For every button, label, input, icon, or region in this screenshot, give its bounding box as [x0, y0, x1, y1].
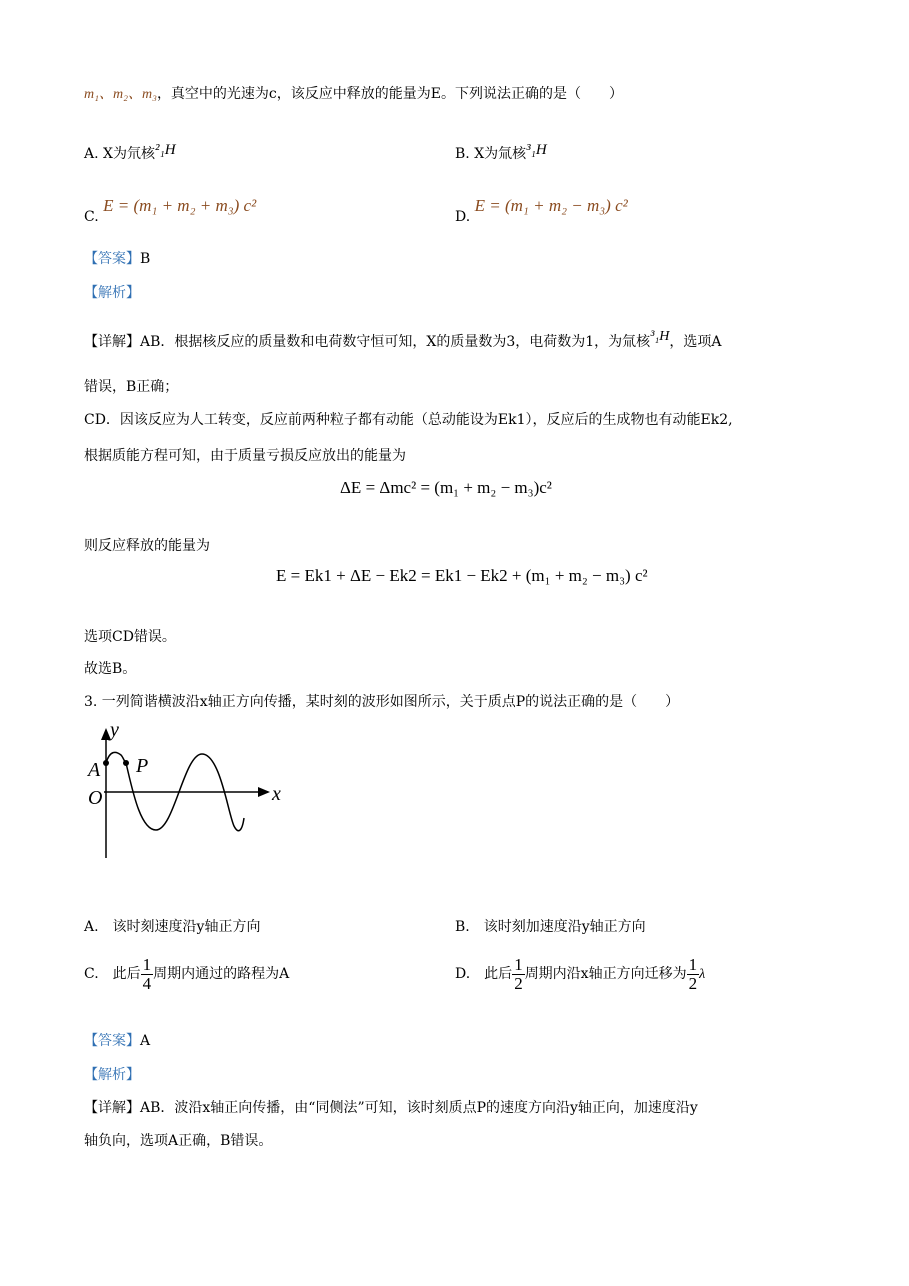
q2-equation-delta-e: ΔE = Δmc² = (m₁ + m₂ − m₃)c²	[340, 478, 552, 497]
q3-answer	[84, 1031, 150, 1051]
q2-option-d	[455, 196, 628, 227]
fraction-denominator: 2	[688, 973, 698, 993]
q2-option-b	[455, 140, 547, 164]
x-axis-label: x	[272, 783, 281, 805]
q3-option-a: A. 该时刻速度沿y轴正方向	[84, 919, 261, 935]
q3-option-d-mid: 周期内沿x轴正方向迁移为	[524, 966, 687, 982]
q2-answer	[84, 249, 150, 269]
lambda-symbol: λ	[699, 967, 706, 982]
q2-detail-line-5: 则反应释放的能量为	[84, 538, 210, 554]
q3-option-c	[84, 950, 289, 998]
answer-tag: 【答案】	[84, 251, 140, 267]
q3-detail-line-2: 轴负向，选项A正确，B错误。	[84, 1133, 273, 1149]
analysis-tag: 【解析】	[84, 285, 140, 301]
q2-detail-line-1	[84, 327, 722, 352]
q2-option-d-equation: E = (m₁ + m₂ − m₃) c²	[474, 196, 628, 215]
q2-option-b-nuclide: ³₁H	[526, 142, 547, 158]
q2-option-c-equation: E = (m₁ + m₂ + m₃) c²	[103, 196, 257, 215]
q3-detail-line-1: 【详解】AB．波沿x轴正向传播，由“同侧法”可知，该时刻质点P的速度方向沿y轴正向，加速度沿y	[84, 1100, 698, 1116]
q2-option-c-label: C.	[84, 209, 99, 225]
q2-option-b-text: B. X为氚核	[455, 146, 527, 162]
q2-detail-line-6: 选项CD错误。	[84, 629, 176, 645]
q2-option-a	[84, 140, 176, 164]
amplitude-label: A	[88, 759, 101, 781]
q3-option-c-post: 周期内通过的路程为A	[153, 966, 290, 982]
y-axis-label: y	[110, 719, 119, 741]
q2-detail-line-2: 错误，B正确；	[84, 379, 179, 395]
analysis-tag: 【解析】	[84, 1067, 140, 1083]
q3-option-d-fraction-2	[687, 956, 700, 993]
q2-detail-line-3: CD．因该反应为人工转变，反应前两种粒子都有动能（总动能设为Ek1），反应后的生成物也有动能Ek2,	[84, 412, 733, 428]
x-axis-arrow-icon	[258, 787, 270, 797]
q2-equation-e: E = Ek1 + ΔE − Ek2 = Ek1 − Ek2 + (m₁ + m₂ − m₃) c²	[276, 566, 648, 585]
q3-option-d	[455, 950, 705, 999]
answer-tag: 【答案】	[84, 1033, 140, 1049]
q2-option-a-text: A. X为氘核	[84, 146, 155, 162]
fraction-denominator: 2	[514, 973, 523, 993]
q2-stem-masses: m₁、m₂、m₃	[84, 87, 157, 102]
q3-option-d-fraction	[512, 956, 525, 993]
point-a	[103, 760, 109, 766]
q3-option-b: B. 该时刻加速度沿y轴正方向	[455, 919, 646, 935]
q2-option-a-nuclide: ²₁H	[154, 142, 176, 158]
answer-value: A	[140, 1033, 151, 1049]
q2-detail-line-7: 故选B。	[84, 661, 137, 677]
fraction-numerator: 1	[142, 954, 152, 974]
q2-option-c	[84, 196, 256, 227]
q3-option-c-fraction	[141, 956, 154, 993]
q2-detail-1-text: 【详解】AB．根据核反应的质量数和电荷数守恒可知，X的质量数为3，电荷数为1，为氚核	[84, 334, 651, 350]
point-p	[123, 760, 129, 766]
origin-label: O	[88, 787, 103, 809]
q2-detail-nuclide: ³₁H	[650, 329, 670, 344]
q3-option-d-pre: D. 此后	[455, 966, 513, 982]
q3-option-c-pre: C. 此后	[84, 966, 141, 982]
wave-figure	[84, 718, 294, 864]
fraction-numerator: 1	[514, 954, 523, 974]
q3-stem: 3. 一列简谐横波沿x轴正方向传播，某时刻的波形如图所示，关于质点P的说法正确的是（ ）	[84, 694, 680, 710]
point-p-label: P	[136, 755, 149, 777]
answer-value: B	[140, 251, 151, 267]
q2-stem	[84, 84, 623, 105]
q2-detail-1-tail: ，选项A	[669, 334, 722, 350]
fraction-denominator: 4	[142, 973, 152, 993]
q2-stem-text: ，真空中的光速为c，该反应中释放的能量为E。下列说法正确的是（ ）	[156, 86, 623, 102]
q2-detail-line-4: 根据质能方程可知，由于质量亏损反应放出的能量为	[84, 448, 406, 464]
q2-option-d-label: D.	[455, 209, 471, 225]
fraction-numerator: 1	[688, 954, 698, 974]
